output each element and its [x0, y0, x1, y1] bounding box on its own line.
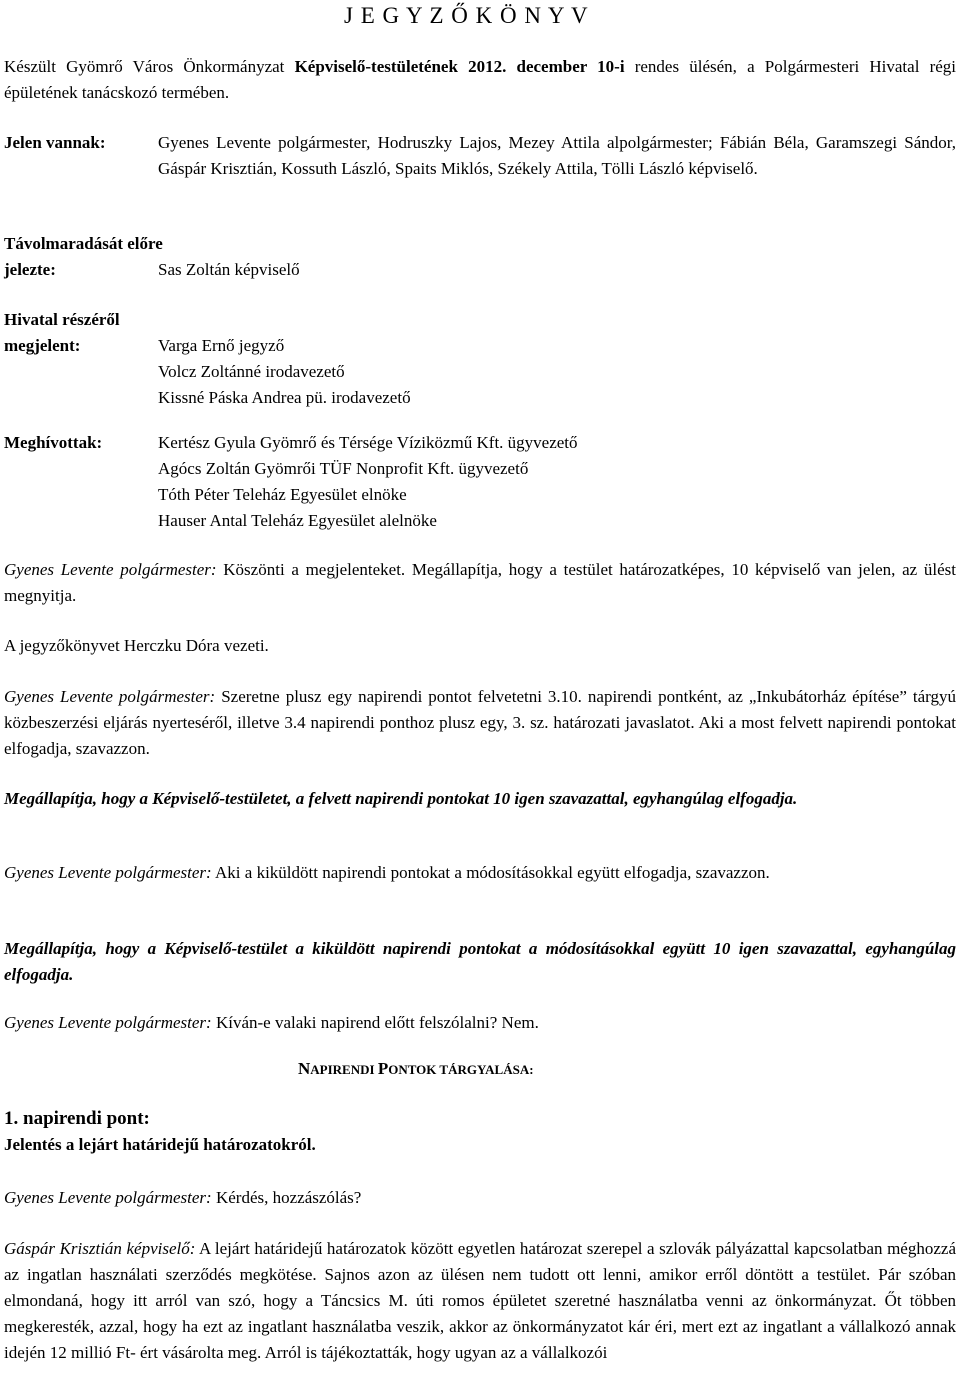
- speaker-name: Gyenes Levente polgármester:: [4, 560, 217, 579]
- section-heading: [298, 1056, 798, 1083]
- speech-text: A lejárt határidejű határozatok között egyetlen határozat szerepel a szlovák pályázattal kapcsolatban méghozzá az ingatlan használati szerződés megkötése. Sajnos azon az ülésen nem tudott ott lenni, amikor erről döntött a testület. Pár szóban elmondaná, hogy itt arról van szó, hogy a Táncsics M. úti romos épületet szeretné használatba venni az önkormányzat. Őt többen megkeresték, azzal, hogy ha ezt az ingatlant használatba veszik, akkor az önkormányzatot kár éri, mert ezt az ingatlant a vállalkozó annak idején 12 millió Ft- ért vásárolta meg. Arról is tájékoztatták, hogy ugyan az a vállalkozói: [4, 1239, 956, 1362]
- paragraph-question: [4, 1185, 956, 1211]
- intro-text-c: rendes ülésén, a Polgármesteri Hivatal régi épületének tanácskozó termében.: [4, 57, 957, 102]
- paragraph-comment: [4, 1236, 956, 1366]
- present-list: Gyenes Levente polgármester, Hodruszky Lajos, Mezey Attila alpolgármester; Fábián Béla, Garamszegi Sándor, Gáspár Krisztián, Kossuth László, Spaits Miklós, Székely Attila, Tölli László képviselő.: [158, 133, 956, 178]
- heading-rest: ONTOK TÁRGYALÁSA:: [388, 1062, 534, 1077]
- speaker-name: Gáspár Krisztián képviselő:: [4, 1239, 196, 1258]
- speech-text: Aki a kiküldött napirendi pontokat a módosításokkal együtt elfogadja, szavazzon.: [211, 863, 770, 882]
- paragraph-minutes-keeper: A jegyzőkönyvet Herczku Dóra vezeti.: [4, 636, 269, 655]
- speech-text: Kérdés, hozzászólás?: [211, 1188, 362, 1207]
- paragraph-pre-agenda: [4, 1010, 956, 1036]
- absent-list: Sas Zoltán képviselő: [158, 260, 300, 279]
- office-item: Varga Ernő jegyző: [158, 336, 285, 355]
- office-item: Kissné Páska Andrea pü. irodavezető: [158, 388, 411, 407]
- paragraph-opening: [4, 557, 956, 609]
- resolution-text: Megállapítja, hogy a Képviselő-testület a kiküldött napirendi pontokat a módosításokkal együtt 10 igen szavazattal, egyhangúlag elfogadja.: [4, 939, 956, 984]
- document-title: J E G Y Z Ő K Ö N Y V: [344, 3, 589, 28]
- speaker-name: Gyenes Levente polgármester:: [4, 687, 216, 706]
- intro-text-a: Készült Gyömrő Város Önkormányzat: [4, 57, 295, 76]
- agenda-item-title: 1. napirendi pont:: [4, 1108, 150, 1129]
- office-item: Volcz Zoltánné irodavezető: [158, 362, 345, 381]
- invited-item: Agócs Zoltán Gyömrői TÜF Nonprofit Kft. ügyvezető: [158, 459, 529, 478]
- office-label-line2: megjelent:: [4, 336, 81, 355]
- paragraph-agenda-vote: [4, 860, 956, 886]
- office-label-line1: Hivatal részéről: [4, 310, 120, 329]
- absent-label-line1: Távolmaradását előre: [4, 234, 163, 253]
- present-label: Jelen vannak:: [4, 133, 106, 152]
- heading-initial: N: [298, 1059, 311, 1078]
- paragraph-agenda-addition: [4, 684, 956, 762]
- absent-label-line2: jelezte:: [4, 260, 56, 279]
- speech-text: Köszönti a megjelenteket. Megállapítja, hogy a testület határozatképes, 10 képviselő van jelen, az ülést megnyitja.: [4, 560, 956, 605]
- intro-paragraph: [4, 54, 956, 106]
- resolution-2: [4, 936, 956, 988]
- invited-item: Hauser Antal Teleház Egyesület alelnöke: [158, 511, 437, 530]
- invited-item: Tóth Péter Teleház Egyesület elnöke: [158, 485, 407, 504]
- invited-item: Kertész Gyula Gyömrő és Térsége Víziközmű Kft. ügyvezető: [158, 433, 578, 452]
- speaker-name: Gyenes Levente polgármester:: [4, 1188, 212, 1207]
- agenda-item-subject: Jelentés a lejárt határidejű határozatokról.: [4, 1135, 316, 1154]
- heading-rest: APIRENDI: [310, 1062, 378, 1077]
- invited-label: Meghívottak:: [4, 433, 103, 452]
- invited-list: [158, 430, 956, 534]
- speech-text: Szeretne plusz egy napirendi pontot felvetetni 3.10. napirendi pontként, az „Inkubátorház építése” tárgyú közbeszerzési eljárás nyerteséről, illetve 3.4 napirendi ponthoz plusz egy, 3. sz. határozati javaslatot. Aki a most felvett napirendi pontokat elfogadja, szavazzon.: [4, 687, 956, 758]
- speech-text: Kíván-e valaki napirend előtt felszólalni? Nem.: [211, 1013, 539, 1032]
- resolution-1: [4, 786, 956, 812]
- heading-initial: P: [377, 1059, 389, 1078]
- resolution-text: Megállapítja, hogy a Képviselő-testületet, a felvett napirendi pontokat 10 igen szavazattal, egyhangúlag elfogadja.: [4, 789, 798, 808]
- intro-text-bold: Képviselő-testületének 2012. december 10-i: [294, 57, 625, 76]
- speaker-name: Gyenes Levente polgármester:: [4, 863, 212, 882]
- speaker-name: Gyenes Levente polgármester:: [4, 1013, 212, 1032]
- office-list: [158, 333, 956, 411]
